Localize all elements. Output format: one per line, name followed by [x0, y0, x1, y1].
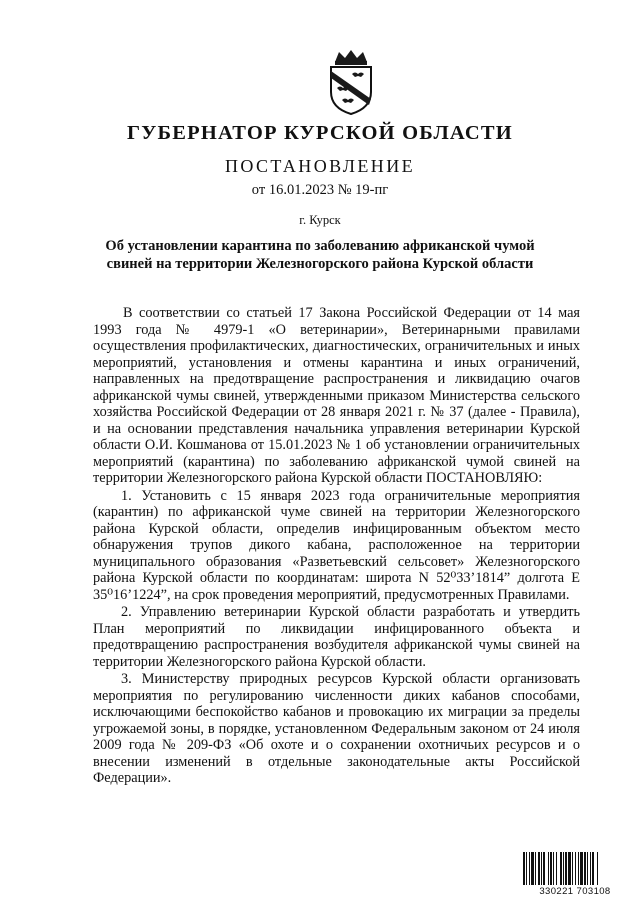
- barcode-icon: [522, 852, 628, 885]
- barcode-bar: [553, 852, 554, 885]
- barcode-bar: [597, 852, 598, 885]
- barcode-bar: [578, 852, 579, 885]
- document-title-line-1: Об установлении карантина по заболеванию африканской чумой: [105, 238, 535, 254]
- document-body: [93, 305, 580, 787]
- barcode-bar: [560, 852, 562, 885]
- document-title: [80, 237, 560, 273]
- barcode-number: 330221 703108: [539, 886, 611, 897]
- barcode-bar: [565, 852, 567, 885]
- barcode-bar: [529, 852, 530, 885]
- barcode-bar: [523, 852, 525, 885]
- barcode-bar: [556, 852, 557, 885]
- barcode-bar: [543, 852, 545, 885]
- document-title-line-2: свиней на территории Железногорского района Курской области: [106, 256, 534, 272]
- barcode-bar: [548, 852, 549, 885]
- document-type: ПОСТАНОВЛЕНИЕ: [224, 156, 416, 176]
- document-city: г. Курск: [299, 213, 341, 227]
- barcode-bar: [592, 852, 594, 885]
- barcode-bar: [575, 852, 576, 885]
- coat-of-arms-kursk-icon: [322, 48, 380, 116]
- barcode-bar: [572, 852, 573, 885]
- item-3-paragraph: 3. Министерству природных ресурсов Курской области организовать мероприятия по регулированию численности диких кабанов способами, исключающими беспокойство кабанов и провокацию их миграции за пределы угрожаемой зоны, в порядке, установленном Федеральным законом от 24 июля 2009 года № 209-ФЗ «Об охоте и о сохранении охотничьих ресурсов и о внесении изменений в отдельные законодательные акты Российской Федерации».: [93, 671, 580, 786]
- item-1-paragraph: 1. Установить с 15 января 2023 года ограничительные мероприятия (карантин) по африканской чуме свиней на территории Железногорского района Курской области, определив инфицированным объектом место обнаружения трупов дикого кабана, расположенное на территории муниципального образования «Разветьевский сельсовет» Железногорского района Курской области по координатам: широта N 52⁰33’1814” долгота E 35⁰16’1224”, на срок проведения мероприятий, предусмотренных Правилами.: [93, 487, 580, 603]
- issuing-authority: ГУБЕРНАТОР КУРСКОЙ ОБЛАСТИ: [127, 122, 513, 144]
- barcode-bar: [535, 852, 536, 885]
- barcode-bar: [541, 852, 542, 885]
- document-date-number: от 16.01.2023 № 19-пг: [251, 182, 389, 198]
- barcode-bar: [526, 852, 527, 885]
- preamble-paragraph: В соответствии со статьей 17 Закона Российской Федерации от 14 мая 1993 года № 4979-1 «О ветеринарии», Ветеринарными правилами осуществления профилактических, диагностических, ограничительных и иных мероприятий, установления и отмены карантина и иных ограничений, направленных на предотвращение распространения и ликвидацию очагов африканской чумы свиней, утвержденными приказом Министерства сельского хозяйства Российской Федерации от 28 января 2021 г. № 37 (далее - Правила), и на основании представления начальника управления ветеринарии Курской области О.И. Кошманова от 15.01.2023 № 1 об установлении ограничительных мероприятий (карантина) по заболеванию африканской чумой свиней на территории Железногорского района Курской области ПОСТАНОВЛЯЮ:: [93, 305, 580, 486]
- barcode-bar: [568, 852, 571, 885]
- barcode-bar: [538, 852, 540, 885]
- barcode-bar: [580, 852, 583, 885]
- barcode-bar: [550, 852, 552, 885]
- barcode-bar: [587, 852, 588, 885]
- barcode-bar: [584, 852, 586, 885]
- barcode-bar: [531, 852, 534, 885]
- item-2-paragraph: 2. Управлению ветеринарии Курской области разработать и утвердить План мероприятий по ликвидации инфицированного объекта и предотвращению распространения возбудителя африканской чумы свиней на территории Железногорского района Курской области.: [93, 604, 580, 670]
- barcode-bar: [563, 852, 564, 885]
- barcode-bar: [590, 852, 591, 885]
- document-barcode: [522, 852, 628, 898]
